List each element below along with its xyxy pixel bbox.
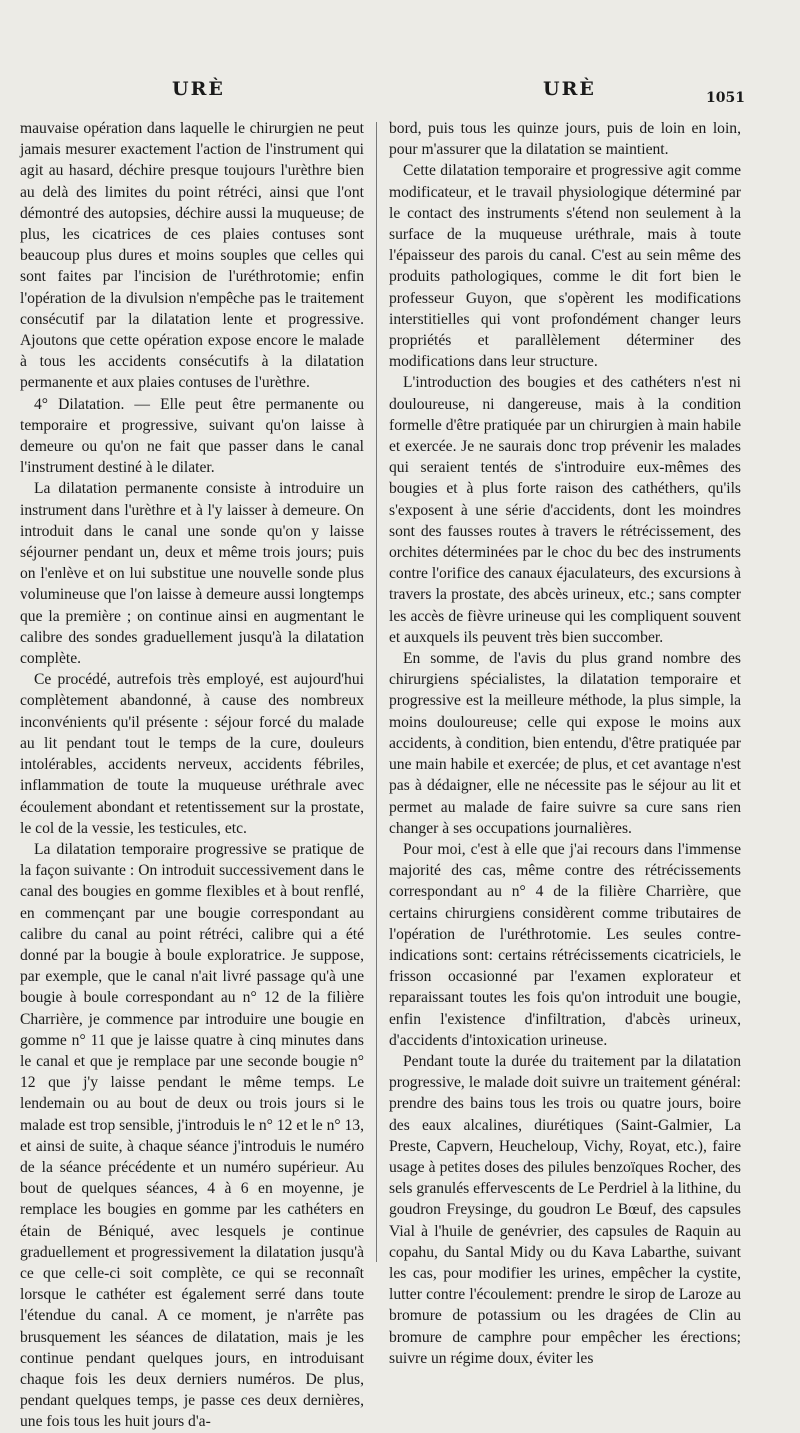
- left-column: [20, 118, 364, 1433]
- paragraph: L'introduction des bougies et des cathéters n'est ni douloureuse, ni dangereuse, mais à la condition formelle d'être pratiquée par un chirurgien à main habile et exercée. Je ne saurais donc trop prévenir les malades qui seraient tentés de s'introduire eux-mêmes des bougies et à plus forte raison des cathéthers, qu'ils s'exposent à une série d'accidents, dont les moindres sont des fausses routes à travers le rétrécissement, des orchites déterminées par le choc du bec des instruments contre l'orifice des canaux éjaculateurs, des excursions à travers la prostate, des abcès urineux, etc.; sans compter les accès de fièvre urineuse qui les compliquent souvent et auxquels ils peuvent très bien succomber.: [389, 374, 741, 646]
- paragraph: Cette dilatation temporaire et progressive agit comme modificateur, et le travail physiologique déterminé par le contact des instruments s'étend non seulement à la surface de la muqueuse uréthrale, mais à toute l'épaisseur des parois du canal. C'est au sein même des produits pathologiques, comme le dit fort bien le professeur Guyon, que s'opèrent les modifications interstitielles qui vont profondément changer leurs propriétés et parallèlement déterminer des modifications dans leur structure.: [389, 162, 741, 371]
- column-divider: [376, 122, 377, 1262]
- running-head-left: URÈ: [172, 78, 225, 100]
- paragraph: La dilatation permanente consiste à introduire un instrument dans l'urèthre et à l'y laisser à demeure. On introduit dans le canal une sonde qu'on y laisse séjourner pendant un, deux et même trois jours; puis on l'enlève et on lui substitue une nouvelle sonde plus volumineuse que l'on laisse à demeure aussi longtemps que la première ; on continue ainsi en augmentant le calibre des sondes graduellement jusqu'à la dilatation complète.: [20, 480, 364, 668]
- right-column: [389, 118, 741, 1369]
- paragraph: bord, puis tous les quinze jours, puis de loin en loin, pour m'assurer que la dilatation se maintient.: [389, 120, 741, 159]
- paragraph: mauvaise opération dans laquelle le chirurgien ne peut jamais mesurer exactement l'action de l'instrument qui agit au hasard, déchire presque toujours l'urèthre bien au delà des limites du point rétréci, ainsi que l'ont démontré des autopsies, déchire aussi la muqueuse; de plus, les cicatrices de ces plaies contuses sont beaucoup plus dures et moins souples que celles qui sont faites par l'incision de l'uréthrotomie; enfin l'opération de la divulsion n'empêche pas le traitement consécutif par la dilatation lente et progressive. Ajoutons que cette opération expose encore le malade à tous les accidents consécutifs à la dilatation permanente et aux plaies contuses de l'urèthre.: [20, 120, 364, 392]
- paragraph: La dilatation temporaire progressive se pratique de la façon suivante : On introduit successivement dans le canal des bougies en gomme flexibles et à bout renflé, en commençant par une bougie correspondant au calibre du canal au point rétréci, calibre qui a été donné par la bougie à boule exploratrice. Je suppose, par exemple, que le canal n'ait livré passage qu'à une bougie à boule correspondant au n° 12 de la filière Charrière, je commence par introduire une bougie en gomme n° 11 que je laisse quatre à cinq minutes dans le canal et que je remplace par une seconde bougie n° 12 que j'y laisse pendant le même temps. Le lendemain ou au bout de deux ou trois jours si le malade est trop sensible, j'introduis le n° 12 et le n° 13, et ainsi de suite, à chaque séance j'introduis le numéro de la séance précédente et un numéro supérieur. Au bout de quelques séances, 4 à 6 en moyenne, je remplace les bougies en gomme par les cathéters en étain de Béniqué, avec lesquels je continue graduellement et progressivement la dilatation jusqu'à ce que celle-ci soit complète, ce qui se reconnaît lorsque le cathéter est également serré dans toute l'étendue du canal. A ce moment, je n'arrête pas brusquement les séances de dilatation, mais je les continue pendant quelques jours, en introduisant chaque fois les deux derniers numéros. De plus, pendant quelques temps, je passe ces deux dernières, une fois tous les huit jours d'a-: [20, 840, 364, 1431]
- paragraph: Pour moi, c'est à elle que j'ai recours dans l'immense majorité des cas, même contre des rétrécissements correspondant au n° 4 de la filière Charrière, que certains chirurgiens considèrent comme tributaires de l'opération de l'uréthrotomie. Les seules contre-indications sont: certains rétrécissements cicatriciels, le frisson occasionné par l'examen explorateur et reparaissant toutes les fois qu'on introduit une bougie, enfin l'existence d'infiltration, d'abcès urineux, d'accidents d'intoxication urineuse.: [389, 840, 741, 1049]
- paragraph: En somme, de l'avis du plus grand nombre des chirurgiens spécialistes, la dilatation temporaire et progressive est la meilleure méthode, la plus simple, la moins douloureuse; celle qui expose le moins aux accidents, à condition, bien entendu, d'être pratiquée par une main habile et exercée; de plus, et cet avantage n'est pas à dédaigner, elle ne nécessite pas le séjour au lit et permet au malade de faire suivre sa cure sans rien changer à ses occupations journalières.: [389, 650, 741, 837]
- running-head-right: URÈ: [543, 78, 596, 100]
- paragraph: 4° Dilatation. — Elle peut être permanente ou temporaire et progressive, suivant qu'on laisse à demeure ou qu'on ne fait que passer dans le canal l'instrument destiné à le dilater.: [20, 395, 364, 477]
- page-number: 1051: [706, 90, 745, 106]
- paragraph: Ce procédé, autrefois très employé, est aujourd'hui complètement abandonné, à cause des nombreux inconvénients qu'il présente : séjour forcé du malade au lit pendant tout le temps de la cure, douleurs intolérables, accidents nerveux, accidents fébriles, inflammation de toute la muqueuse uréthrale avec écoulement abondant et retentissement sur la prostate, le col de la vessie, les testicules, etc.: [20, 671, 364, 837]
- paragraph: Pendant toute la durée du traitement par la dilatation progressive, le malade doit suivre un traitement général: prendre des bains tous les trois ou quatre jours, boire des eaux alcalines, diurétiques (Saint-Galmier, La Preste, Capvern, Heucheloup, Vichy, Royat, etc.), faire usage à petites doses des pilules benzoïques Rocher, des sels granulés effervescents de Le Perdriel à la lithine, du goudron Freysinge, du goudron Le Bœuf, des capsules Vial à l'huile de genévrier, des capsules de Raquin au copahu, du Santal Midy ou du Kava Labarthe, suivant les cas, pour modifier les urines, empêcher la cystite, lutter contre l'écoulement: prendre le sirop de Laroze au bromure de potassium ou les dragées de Clin au bromure de camphre pour empêcher les érections; suivre un régime doux, éviter les: [389, 1052, 741, 1367]
